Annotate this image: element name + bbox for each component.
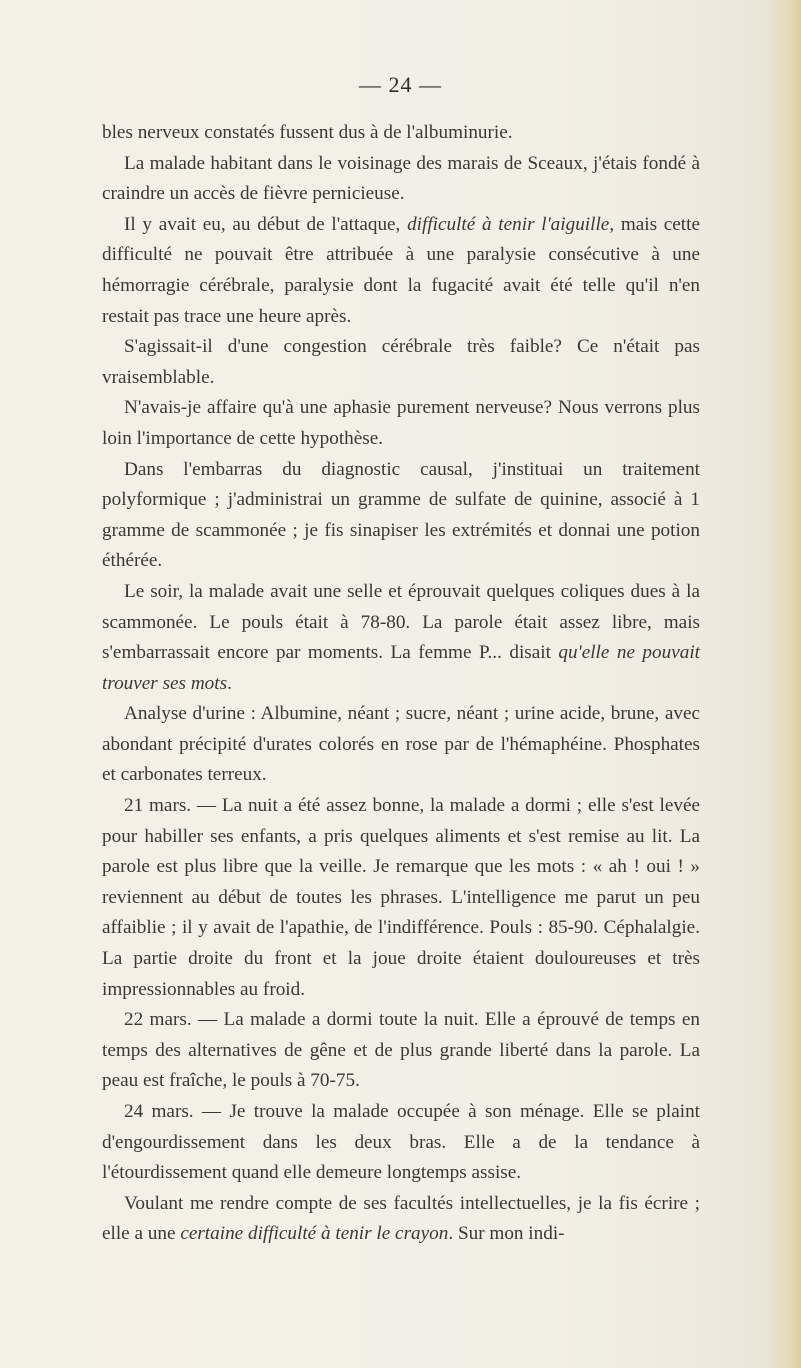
paragraph [102,791,700,1005]
paragraph [102,118,700,149]
paragraph [102,455,700,577]
paragraph [102,577,700,699]
text-segment: bles nerveux constatés fussent dus à de l'albuminurie. [102,122,513,143]
body-text [102,118,700,1250]
paragraph [102,210,700,332]
text-segment: 22 mars. — La malade a dormi toute la nuit. Elle a éprouvé de temps en temps des alternatives de gêne et de plus grande liberté dans la parole. La peau est fraîche, le pouls à 70-75. [102,1009,700,1092]
text-segment: , mais cette difficulté ne pouvait être attribuée à une paralysie consécutive à une hémorragie cérébrale, paralysie dont la fugacité avait été telle qu'il n'en restait pas trace une heure après. [102,213,700,327]
page-number: — 24 — [359,72,442,97]
italic-text: certaine difficulté à tenir le crayon [180,1223,449,1245]
paragraph [102,393,700,454]
text-segment: . [227,672,232,694]
text-segment: Analyse d'urine : Albumine, néant ; sucre, néant ; urine acide, brune, avec abondant précipité d'urates colorés en rose par de l'hémaphéine. Phosphates et carbonates terreux. [102,703,700,786]
italic-text: difficulté à tenir l'aiguille [407,213,610,235]
paragraph [102,1005,700,1097]
text-segment: La malade habitant dans le voisinage des marais de Sceaux, j'étais fondé à craindre un accès de fièvre pernicieuse. [102,152,700,205]
text-segment: Il y avait eu, au début de l'attaque, [124,213,408,235]
paragraph [102,1189,700,1250]
text-segment: S'agissait-il d'une congestion cérébrale très faible? Ce n'était pas vraisemblable. [102,336,700,388]
text-segment: 24 mars. — Je trouve la malade occupée à son ménage. Elle se plaint d'engourdissement dans les deux bras. Elle a de la tendance à l'étourdissement quand elle demeure longtemps assise. [102,1101,700,1184]
italic-text: qu'elle ne pouvait trouver ses mots [102,642,700,694]
paragraph [102,1097,700,1189]
text-segment: 21 mars. — La nuit a été assez bonne, la malade a dormi ; elle s'est levée pour habiller ses enfants, a pris quelques aliments et s'est remise au lit. La parole est plus libre que la veille. Je remarque que les mots : « ah ! oui ! » reviennent au début de toutes les phrases. L'intelligence me parut un peu affaiblie ; il y avait de l'apathie, de l'indifférence. Pouls : 85-90. Céphalalgie. La partie droite du front et la joue droite étaient douloureuses et très impressionnables au froid. [102,795,700,1000]
paragraph [102,699,700,791]
paragraph [102,332,700,393]
text-segment: . Sur mon indi- [448,1223,565,1245]
text-segment: Dans l'embarras du diagnostic causal, j'instituai un traitement polyformique ; j'administrai un gramme de sulfate de quinine, associé à 1 gramme de scammonée ; je fis sinapiser les extrémités et donnai une potion éthérée. [102,458,700,572]
text-segment: Le soir, la malade avait une selle et éprouvait quelques coliques dues à la scammonée. Le pouls était à 78-80. La parole était assez libre, mais s'embarrassait encore par moments. La femme P... disait [102,580,700,664]
page-edge-shading [767,0,801,1368]
text-segment: Voulant me rendre compte de ses facultés intellectuelles, je la fis écrire ; elle a une [102,1192,700,1245]
paragraph [102,149,700,210]
text-segment: N'avais-je affaire qu'à une aphasie purement nerveuse? Nous verrons plus loin l'importance de cette hypothèse. [102,397,700,449]
